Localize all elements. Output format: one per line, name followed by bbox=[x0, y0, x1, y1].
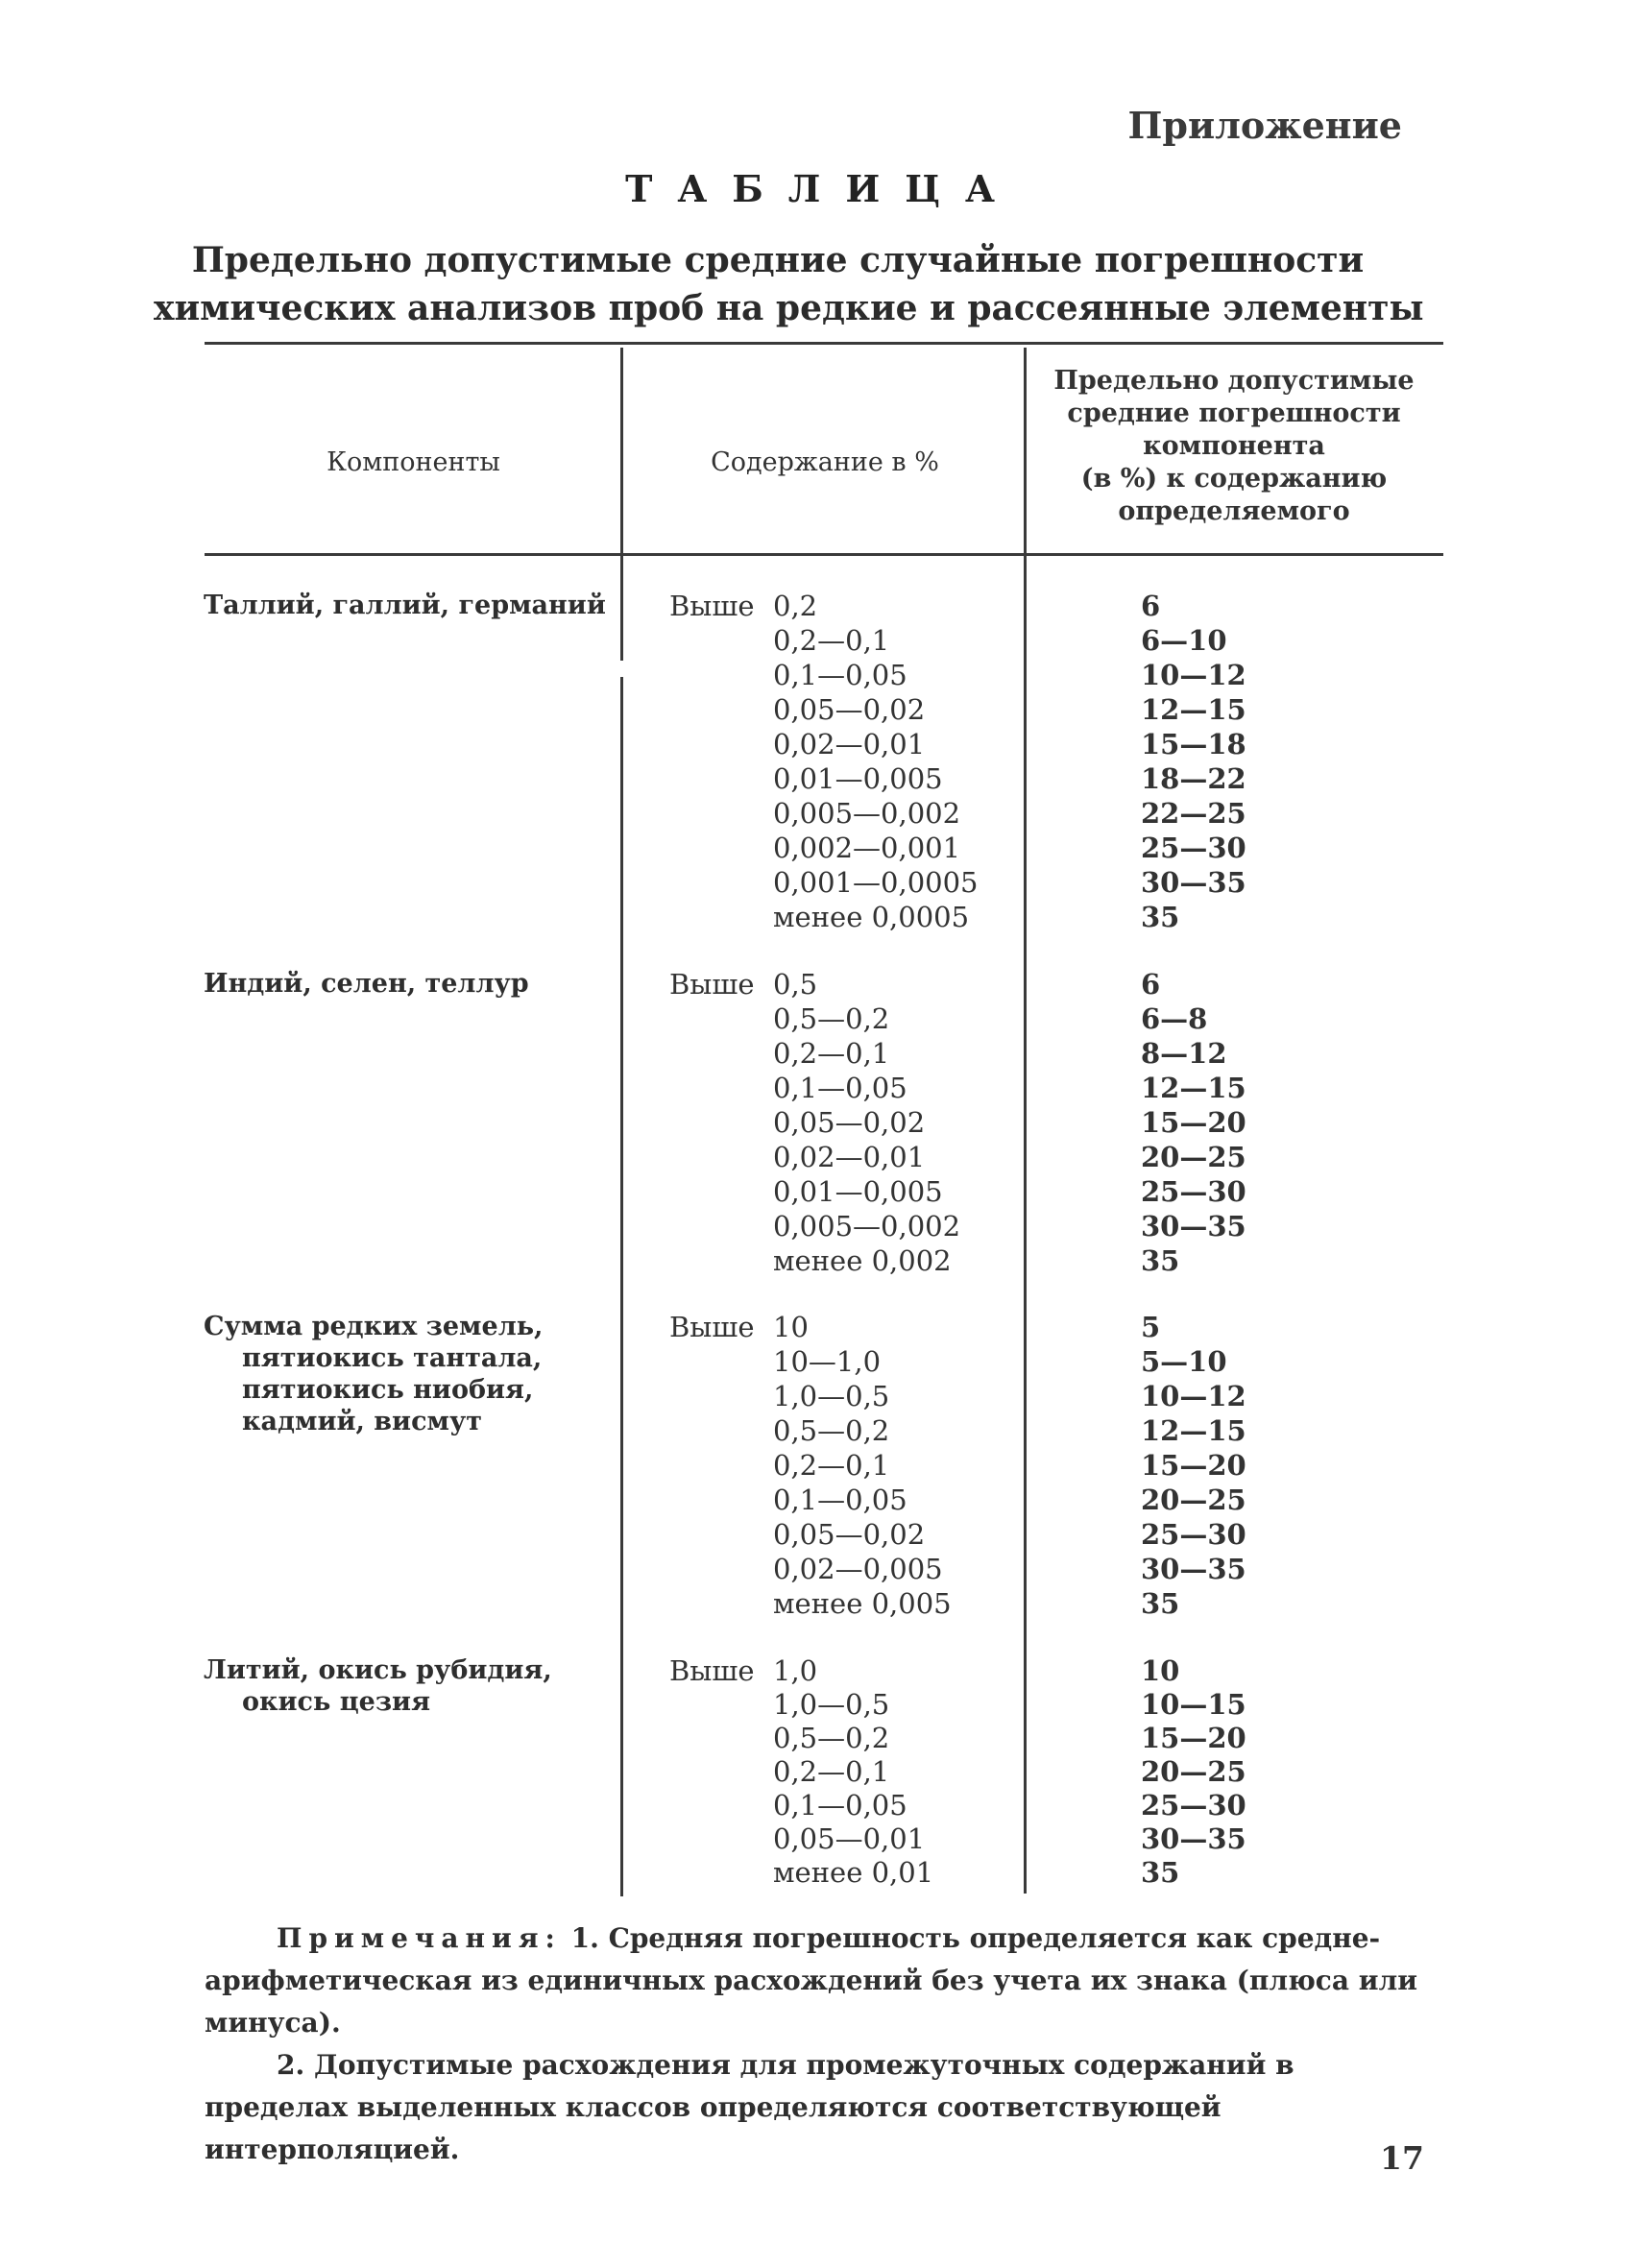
error-value: 10—12 bbox=[1141, 1380, 1246, 1412]
table-title-line-2: химических анализов проб на редкие и рассеянные элементы bbox=[154, 288, 1424, 328]
error-value: 6 bbox=[1141, 968, 1161, 1001]
content-range: 0,5—0,2 bbox=[773, 1002, 890, 1035]
content-range: менее 0,0005 bbox=[773, 901, 970, 933]
header-content: Содержание в % bbox=[711, 447, 939, 477]
header-error-line: (в %) к содержанию bbox=[1080, 464, 1388, 494]
error-value: 10—12 bbox=[1141, 659, 1246, 691]
header-error bbox=[1028, 365, 1440, 528]
column-divider-2 bbox=[1024, 348, 1027, 1894]
error-value: 20—25 bbox=[1141, 1141, 1246, 1173]
notes-section bbox=[205, 1918, 1443, 2171]
error-value: 22—25 bbox=[1141, 797, 1246, 830]
content-range: менее 0,01 bbox=[773, 1856, 934, 1889]
error-value: 6—8 bbox=[1141, 1002, 1208, 1035]
error-value: 25—30 bbox=[1141, 1175, 1246, 1208]
error-value: 35 bbox=[1141, 901, 1180, 933]
content-range: 0,1—0,05 bbox=[773, 1484, 907, 1516]
content-range: 0,02—0,01 bbox=[773, 728, 926, 760]
note-2 bbox=[205, 2044, 1443, 2171]
content-prefix: Выше bbox=[669, 1654, 755, 1687]
component-name bbox=[204, 968, 622, 1000]
error-value: 5 bbox=[1141, 1311, 1161, 1343]
component-line: кадмий, висмут bbox=[242, 1407, 482, 1436]
error-value: 5—10 bbox=[1141, 1345, 1227, 1378]
table-top-rule bbox=[205, 342, 1443, 345]
header-components: Компоненты bbox=[327, 447, 500, 477]
error-value: 35 bbox=[1141, 1244, 1180, 1277]
content-range: 0,2—0,1 bbox=[773, 1449, 890, 1482]
content-range: 0,05—0,02 bbox=[773, 1518, 926, 1551]
content-prefix: Выше bbox=[669, 590, 755, 622]
error-value: 10—15 bbox=[1141, 1688, 1246, 1721]
error-value: 6 bbox=[1141, 590, 1161, 622]
table-header-rule bbox=[205, 553, 1443, 556]
content-range: 0,2—0,1 bbox=[773, 624, 890, 657]
error-value: 18—22 bbox=[1141, 762, 1246, 795]
error-value: 25—30 bbox=[1141, 1789, 1246, 1822]
table-title-line-1: Предельно допустимые средние случайные погрешности bbox=[191, 240, 1365, 280]
content-range: 0,5 bbox=[773, 968, 818, 1001]
error-value: 12—15 bbox=[1141, 1072, 1246, 1104]
component-line: пятиокись тантала, bbox=[242, 1343, 543, 1373]
component-name bbox=[204, 1311, 622, 1437]
content-range: 0,002—0,001 bbox=[773, 832, 961, 864]
content-range: 0,01—0,005 bbox=[773, 1175, 943, 1208]
error-value: 12—15 bbox=[1141, 693, 1246, 726]
content-range: 0,02—0,005 bbox=[773, 1553, 943, 1585]
content-range: 0,05—0,02 bbox=[773, 693, 926, 726]
error-value: 30—35 bbox=[1141, 1210, 1246, 1243]
content-range: 1,0—0,5 bbox=[773, 1380, 890, 1412]
content-range: менее 0,002 bbox=[773, 1244, 952, 1277]
header-error-line: определяемого bbox=[1118, 496, 1350, 526]
error-value: 20—25 bbox=[1141, 1484, 1246, 1516]
component-line: пятиокись ниобия, bbox=[242, 1375, 534, 1405]
error-value: 6—10 bbox=[1141, 624, 1227, 657]
notes-label: Примечания: bbox=[277, 1922, 562, 1954]
table-title bbox=[154, 236, 1424, 332]
content-range: 0,01—0,005 bbox=[773, 762, 943, 795]
header-error-line: компонента bbox=[1143, 431, 1325, 461]
error-value: 35 bbox=[1141, 1856, 1180, 1889]
error-value: 8—12 bbox=[1141, 1037, 1227, 1070]
content-range: 0,005—0,002 bbox=[773, 797, 961, 830]
error-value: 15—20 bbox=[1141, 1106, 1246, 1139]
content-range: 0,02—0,01 bbox=[773, 1141, 926, 1173]
component-line: Индий, селен, теллур bbox=[204, 969, 529, 999]
header-error-line: средние погрешности bbox=[1067, 398, 1401, 428]
error-value: 25—30 bbox=[1141, 1518, 1246, 1551]
component-line: Сумма редких земель, bbox=[204, 1312, 544, 1341]
content-range: 0,5—0,2 bbox=[773, 1414, 890, 1447]
content-range: 0,05—0,02 bbox=[773, 1106, 926, 1139]
table-heading: ТАБЛИЦА bbox=[625, 167, 1020, 210]
header-error-line: Предельно допустимые bbox=[1053, 366, 1415, 396]
error-value: 20—25 bbox=[1141, 1755, 1246, 1788]
content-prefix: Выше bbox=[669, 1311, 755, 1343]
error-value: 30—35 bbox=[1141, 1822, 1246, 1855]
content-range: 10 bbox=[773, 1311, 809, 1343]
component-line: окись цезия bbox=[242, 1687, 431, 1717]
content-range: 0,1—0,05 bbox=[773, 1072, 907, 1104]
component-line: Таллий, галлий, германий bbox=[204, 591, 606, 620]
component-name bbox=[204, 590, 622, 621]
content-range: 0,05—0,01 bbox=[773, 1822, 926, 1855]
page-number: 17 bbox=[1380, 2139, 1424, 2177]
content-range: 0,2—0,1 bbox=[773, 1755, 890, 1788]
note-2-text: 2. Допустимые расхождения для промежуточных содержаний в пределах выделенных классов определяются соответствующей интерполяцией. bbox=[205, 2049, 1294, 2165]
error-value: 12—15 bbox=[1141, 1414, 1246, 1447]
error-value: 15—20 bbox=[1141, 1722, 1246, 1754]
error-value: 30—35 bbox=[1141, 1553, 1246, 1585]
content-range: 0,005—0,002 bbox=[773, 1210, 961, 1243]
note-1-text: 1. Средняя погрешность определяется как средне-арифметическая из единичных расхождений без учета их знака (плюса или минуса). bbox=[205, 1922, 1418, 2039]
content-range: 0,5—0,2 bbox=[773, 1722, 890, 1754]
content-range: 0,001—0,0005 bbox=[773, 866, 979, 899]
error-value: 10 bbox=[1141, 1654, 1180, 1687]
error-value: 25—30 bbox=[1141, 832, 1246, 864]
content-range: 10—1,0 bbox=[773, 1345, 882, 1378]
error-value: 30—35 bbox=[1141, 866, 1246, 899]
content-prefix: Выше bbox=[669, 968, 755, 1001]
content-range: 0,1—0,05 bbox=[773, 659, 907, 691]
error-value: 15—18 bbox=[1141, 728, 1246, 760]
content-range: 1,0—0,5 bbox=[773, 1688, 890, 1721]
error-value: 35 bbox=[1141, 1587, 1180, 1620]
content-range: 0,2—0,1 bbox=[773, 1037, 890, 1070]
content-range: 0,1—0,05 bbox=[773, 1789, 907, 1822]
error-value: 15—20 bbox=[1141, 1449, 1246, 1482]
content-range: менее 0,005 bbox=[773, 1587, 952, 1620]
component-line: Литий, окись рубидия, bbox=[204, 1655, 552, 1685]
note-1 bbox=[205, 1918, 1443, 2044]
appendix-label: Приложение bbox=[1127, 104, 1402, 147]
component-name bbox=[204, 1654, 622, 1718]
content-range: 0,2 bbox=[773, 590, 818, 622]
content-range: 1,0 bbox=[773, 1654, 818, 1687]
